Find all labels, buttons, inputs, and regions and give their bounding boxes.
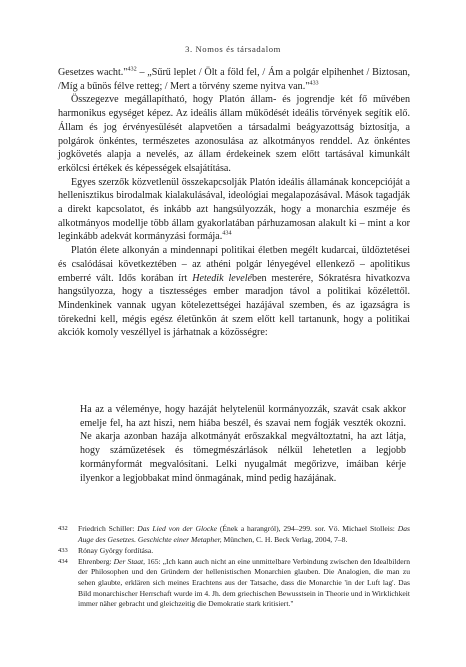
text-span: (Ének a harangról), 294–299. sor. Vö. Michael Stolleis: (217, 524, 398, 533)
text-span: Összegezve megállapítható, hogy Platón állam- és jogrendje két fő művében harmonikus egységet képez. Az ideális állam működését ideális törvények segítik elő. Állam és jog érvényesülését alapvetően a társadalmi beágyazottság biztosítja, a polgárok önkéntes, természetes azonosulása az alkotmányos renddel. Az önkéntes jogkövetés alapja a nevelés, az állam érdekeinek szem előtt tartásával kimunkált erkölcsi értékek és képességek elsajátítása. (58, 94, 410, 174)
italic-title: Hetedik levelé (192, 272, 253, 284)
text-span: Rónay György fordítása. (78, 545, 154, 555)
footnote-ref-434: 434 (222, 230, 232, 238)
text-span: Ehrenberg: (78, 556, 114, 566)
main-text (58, 66, 410, 340)
text-span: Platón élete alkonyán a mindennapi politikai életben megélt kudarcai, üldöztetései és csalódásai következtében – az athéni polgár lényegével ellenkező – apolitikus emberré vált. Idős korában írt (58, 245, 410, 284)
footnote-ref-432: 432 (127, 65, 137, 73)
footnote-number: 433 (58, 546, 68, 554)
paragraph (58, 176, 410, 245)
paragraph (58, 244, 410, 340)
footnote-number: 432 (58, 525, 68, 532)
footnotes (58, 524, 410, 610)
text-span: – „Sűrű leplet / Ölt a föld fel, / Ám a polgár elpihenhet / Biztosan, /Míg a bűnös félve retteg; / Mert a törvény szeme nyitva van." (58, 67, 410, 92)
text-span: ben mesterére, Sókratésra hivatkozva hangsúlyozza, hogy a tisztességes ember maradjon távol a politikai közélettől. Mindenkinek vannak ugyan kötelezettségei hazájával szemben, és az igazságra is törekedni kell, mégis egész életünkön át szem előtt kell tartanunk, hogy a politikai akciók komoly veszéllyel is járhatnak a közösségre: (58, 272, 410, 339)
footnote-number: 434 (58, 557, 68, 565)
text-span: 165: „Ich kann auch nicht an eine unmittelbare Verbindung zwischen den Idealbildern der Philosophen und den Gründern der hellenistischen Monarchien glauben. Die Analogien, die man zu sehen glaubte, erklären sich meines Erachtens aus der Tatsache, dass die Monarchie 'in der Luft lag'. Das Bild monarchischer Herrschaft wurde im 4. Jh. dem griechischen Bewusstsein in Theorie und in Wirklichkeit immer näher gebracht und gleichzeitig die Demokratie stark kritisiert." (78, 556, 410, 609)
footnote-432 (58, 524, 410, 545)
italic-title: Das Auge des Gesetzes. Geschichte einer Metapher, (78, 524, 410, 544)
footnote-433 (58, 546, 410, 557)
quote-text: Ha az a véleménye, hogy hazáját helytelenül kormányozzák, szavát csak akkor emelje fel, ha azt hiszi, nem hiába beszél, és szavai nem fogják veszték okozni. Ne akarja azonban hazája alkotmányát erőszakkal megváltoztatni, ha azt látja, hogy száműzetések és tömegmészárlások nélkül lehetetlen a legjobb kormányformát megvalósítani. Lelki nyugalmát megőrizve, imáiban kérje ilyenkor a legjobbakat mind önmagának, mind pedig hazájának. (80, 404, 406, 484)
text-span: Gesetzes wacht." (58, 67, 128, 78)
paragraph (58, 93, 410, 175)
paragraph (58, 66, 410, 93)
block-quote (80, 403, 406, 485)
text-span: Friedrich Schiller: (78, 524, 138, 533)
text-span: München, C. H. Beck Verlag, 2004, 7–8. (221, 534, 348, 544)
italic-title: Das Lied von der Glocke (137, 524, 217, 533)
italic-title: Der Staat, (113, 556, 146, 566)
footnote-ref-433: 433 (309, 79, 319, 87)
text-span: Egyes szerzők közvetlenül összekapcsolják Platón ideális államának koncepcióját a hellenisztikus birodalmak kialakulásával, ideológiai megalapozásával. Mások tagadják a direkt kapcsolatot, és inkább azt hangsúlyozzák, hogy a monarchia eszméje és alkotmányos modellje több állam gyakorlatában párhuzamosan alakult ki – mint a kor leginkább adekvát kormányzási formája. (58, 176, 410, 243)
running-header: 3. Nomos és társadalom (185, 44, 281, 54)
footnote-434 (58, 557, 410, 610)
